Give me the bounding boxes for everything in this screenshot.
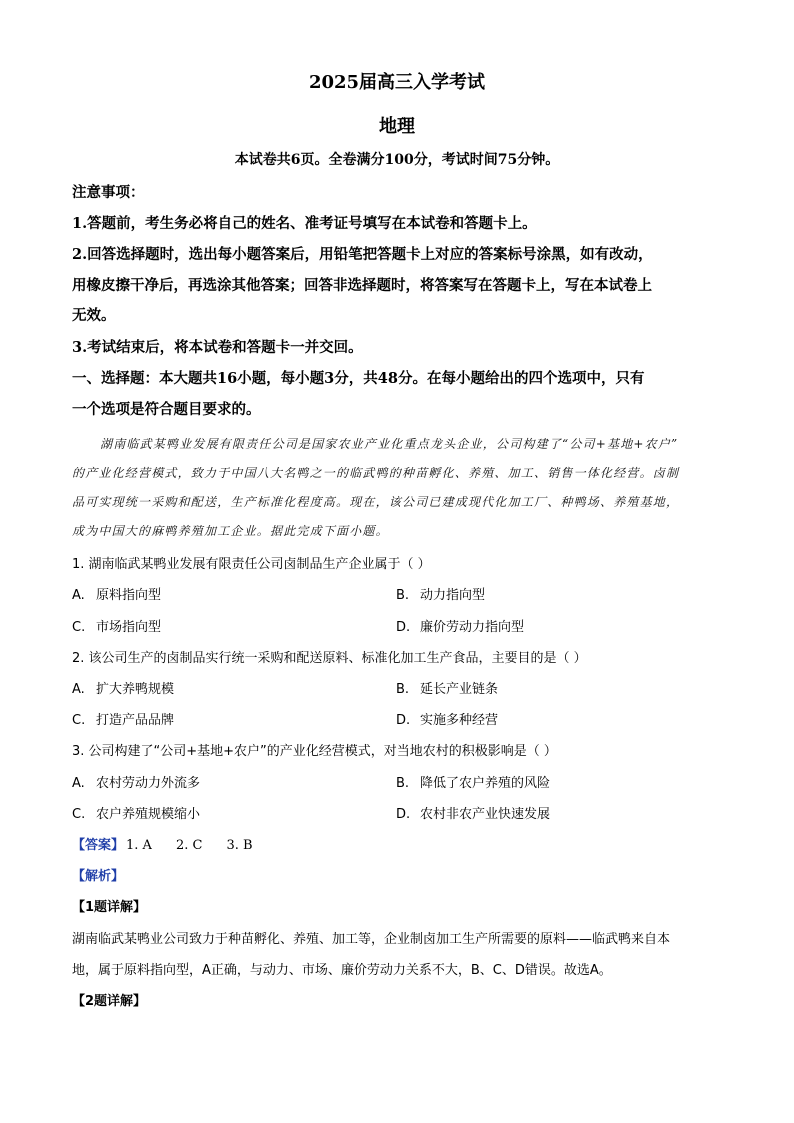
exam-info: 本试卷共6页。全卷满分100分，考试时间75分钟。 xyxy=(234,152,560,168)
passage-line-3: 品可实现统一采购和配送，生产标准化程度高。现在，该公司已建成现代化加工厂、种鸭场、养殖基地， xyxy=(72,495,680,509)
detail-2-tag: 【2题详解】 xyxy=(72,994,147,1009)
option-text: 廉价劳动力指向型 xyxy=(420,620,525,635)
question-2-option-a xyxy=(72,681,174,699)
option-letter: C. xyxy=(72,620,86,635)
option-text: 延长产业链条 xyxy=(420,682,499,697)
note-item-2-line-3: 无效。 xyxy=(72,307,116,324)
answer-item: 1. A xyxy=(126,838,152,853)
question-1-option-a xyxy=(72,587,161,605)
analysis-tag: 【解析】 xyxy=(72,869,125,884)
passage-line-1: 湖南临武某鸭业发展有限责任公司是国家农业产业化重点龙头企业，公司构建了“公司+基地+农户” xyxy=(100,437,679,451)
question-1-option-b xyxy=(396,587,485,605)
answer-line xyxy=(72,837,253,855)
note-item-2-line-2: 用橡皮擦干净后，再选涂其他答案；回答非选择题时，将答案写在答题卡上，写在本试卷上 xyxy=(72,277,652,294)
note-item-1: 1.答题前，考生务必将自己的姓名、准考证号填写在本试卷和答题卡上。 xyxy=(72,215,537,232)
question-3-option-b xyxy=(396,775,550,793)
question-3-option-a xyxy=(72,775,200,793)
option-letter: D. xyxy=(396,807,411,822)
question-1-stem: 1. 湖南临武某鸭业发展有限责任公司卤制品生产企业属于（ ） xyxy=(72,557,431,572)
answer-item: 3. B xyxy=(226,838,253,853)
question-3-stem: 3. 公司构建了“公司+基地+农户”的产业化经营模式，对当地农村的积极影响是（ ） xyxy=(72,744,557,759)
option-letter: B. xyxy=(396,776,410,791)
option-letter: D. xyxy=(396,713,411,728)
notes-heading: 注意事项： xyxy=(72,184,145,201)
option-letter: A. xyxy=(72,682,85,697)
question-3-option-c xyxy=(72,806,200,824)
option-letter: A. xyxy=(72,776,85,791)
option-letter: B. xyxy=(396,682,410,697)
option-text: 扩大养鸭规模 xyxy=(96,682,175,697)
option-letter: A. xyxy=(72,588,85,603)
question-2-option-b xyxy=(396,681,498,699)
answer-tag: 【答案】 xyxy=(72,838,125,853)
detail-1-tag: 【1题详解】 xyxy=(72,900,147,915)
option-text: 实施多种经营 xyxy=(420,713,499,728)
question-2-stem: 2. 该公司生产的卤制品实行统一采购和配送原料、标准化加工生产食品，主要目的是（ ） xyxy=(72,651,587,666)
option-text: 农村劳动力外流多 xyxy=(96,776,201,791)
question-3-option-d xyxy=(396,806,550,824)
detail-1-line-1: 湖南临武某鸭业公司致力于种苗孵化、养殖、加工等，企业制卤加工生产所需要的原料——临武鸭来自本 xyxy=(72,932,671,947)
option-text: 动力指向型 xyxy=(420,588,486,603)
option-text: 农户养殖规模缩小 xyxy=(96,807,201,822)
option-letter: C. xyxy=(72,807,86,822)
option-text: 市场指向型 xyxy=(96,620,162,635)
passage-line-4: 成为中国大的麻鸭养殖加工企业。据此完成下面小题。 xyxy=(72,524,389,538)
option-letter: B. xyxy=(396,588,410,603)
passage-line-2: 的产业化经营模式，致力于中国八大名鸭之一的临武鸭的种苗孵化、养殖、加工、销售一体化经营。卤制 xyxy=(72,466,680,480)
option-text: 原料指向型 xyxy=(96,588,162,603)
detail-1-line-2: 地，属于原料指向型，A正确，与动力、市场、廉价劳动力关系不大，B、C、D错误。故选A。 xyxy=(72,963,612,978)
option-text: 农村非农产业快速发展 xyxy=(420,807,551,822)
subject-title: 地理 xyxy=(379,116,415,137)
section-1-line-1: 一、选择题：本大题共16小题，每小题3分，共48分。在每小题给出的四个选项中，只有 xyxy=(72,370,645,387)
question-2-option-d xyxy=(396,712,498,730)
option-letter: D. xyxy=(396,620,411,635)
note-item-2-line-1: 2.回答选择题时，选出每小题答案后，用铅笔把答题卡上对应的答案标号涂黑，如有改动， xyxy=(72,246,653,263)
exam-title: 2025届高三入学考试 xyxy=(308,72,486,93)
section-1-line-2: 一个选项是符合题目要求的。 xyxy=(72,401,261,418)
question-2-option-c xyxy=(72,712,174,730)
option-text: 打造产品品牌 xyxy=(96,713,175,728)
answer-item: 2. C xyxy=(175,838,203,853)
note-item-3: 3.考试结束后，将本试卷和答题卡一并交回。 xyxy=(72,339,363,356)
option-text: 降低了农户养殖的风险 xyxy=(420,776,551,791)
option-letter: C. xyxy=(72,713,86,728)
question-1-option-d xyxy=(396,619,524,637)
question-1-option-c xyxy=(72,619,161,637)
